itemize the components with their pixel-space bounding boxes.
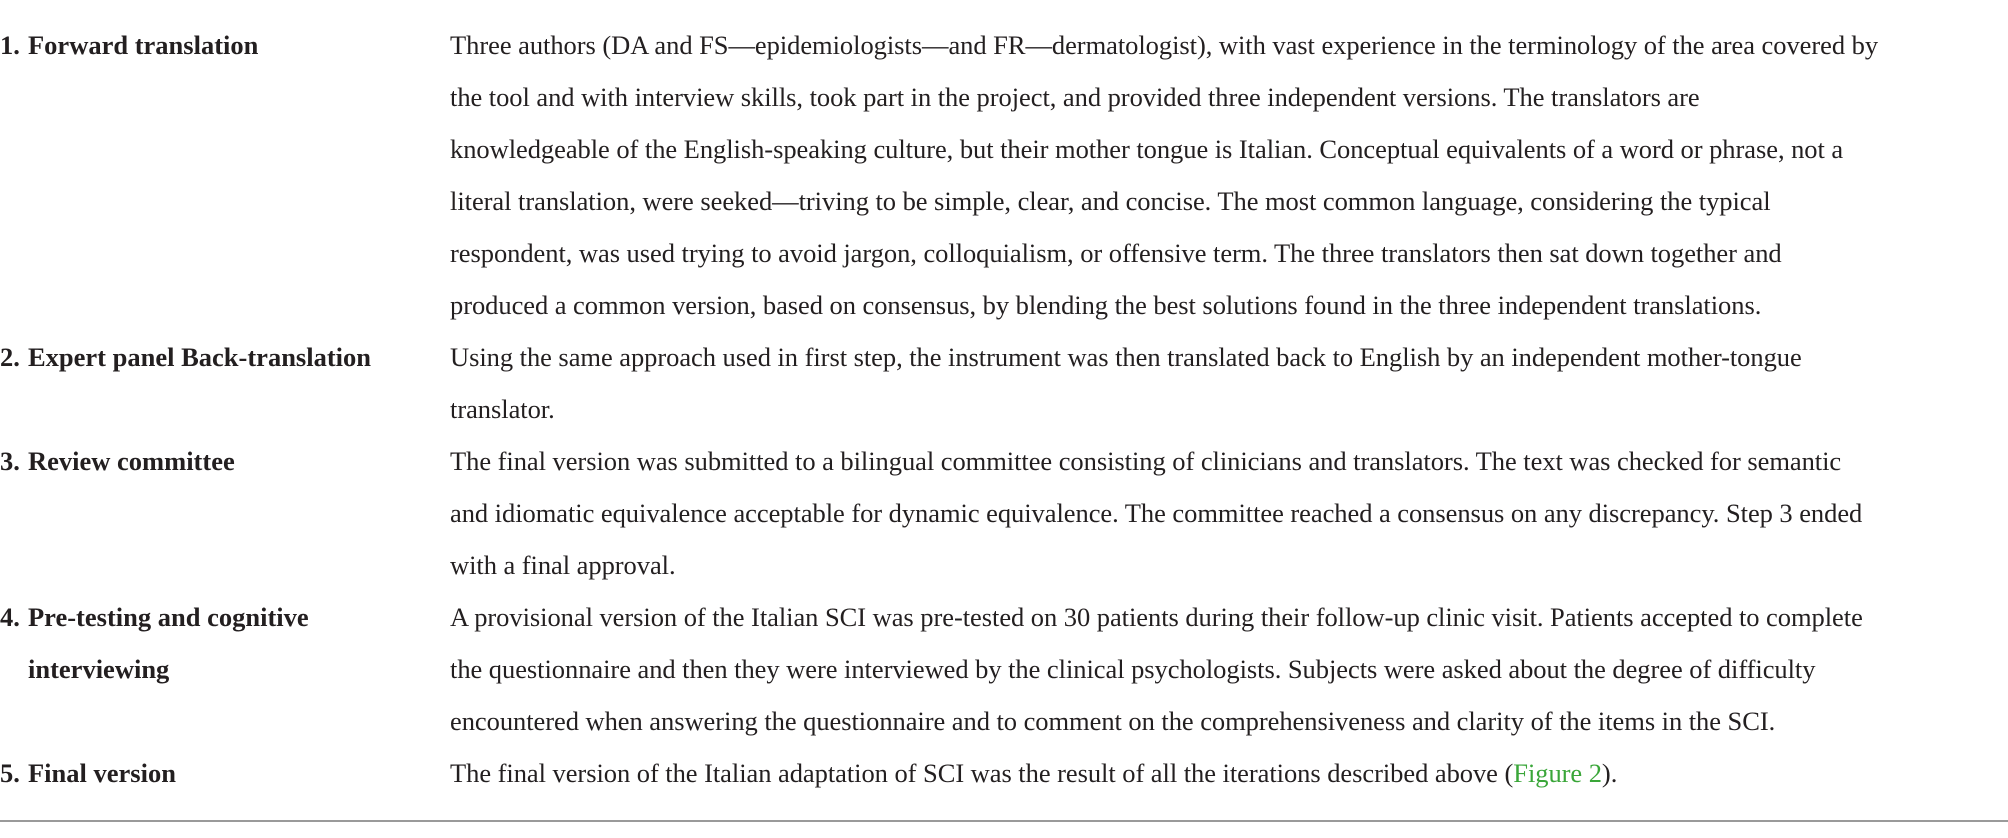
step-label: [0, 435, 450, 487]
table-row: [0, 435, 2008, 591]
step-label: [0, 331, 450, 383]
description-line: [450, 747, 2008, 799]
description-line: the questionnaire and then they were interviewed by the clinical psychologists. Subjects were asked about the degree of difficulty: [450, 654, 1816, 684]
figure-link[interactable]: Figure 2: [1513, 758, 1602, 788]
step-label: [0, 591, 450, 695]
description-line: literal translation, were seeked—triving to be simple, clear, and concise. The most common language, considering the typical: [450, 186, 1771, 216]
description-line: The final version was submitted to a bilingual committee consisting of clinicians and translators. The text was checked for semantic: [450, 446, 1842, 476]
step-number: 5.: [0, 758, 20, 788]
step-label: [0, 747, 450, 799]
step-description: [450, 747, 2008, 799]
description-line: Three authors (DA and FS—epidemiologists—and FR—dermatologist), with vast experience in the terminology of the area covered by: [450, 30, 1879, 60]
table-row: [0, 591, 2008, 747]
step-title: Pre-testing and cognitive interviewing: [28, 602, 309, 684]
table-row: [0, 19, 2008, 331]
table-row: [0, 331, 2008, 435]
step-number: 2.: [0, 342, 20, 372]
description-line: translator.: [450, 394, 555, 424]
step-title: Forward translation: [28, 30, 259, 60]
step-title: Review committee: [28, 446, 235, 476]
step-description: [450, 19, 2008, 331]
step-number: 4.: [0, 602, 20, 632]
step-title: Final version: [28, 758, 176, 788]
description-text: ).: [1601, 758, 1618, 788]
description-line: produced a common version, based on consensus, by blending the best solutions found in the three independent translations.: [450, 290, 1762, 320]
table-row: [0, 747, 2008, 799]
steps-table: [0, 19, 2008, 799]
description-line: with a final approval.: [450, 550, 676, 580]
step-title: Expert panel Back-translation: [28, 342, 372, 372]
description-line: knowledgeable of the English-speaking culture, but their mother tongue is Italian. Conceptual equivalents of a word or phrase, not a: [450, 134, 1844, 164]
description-line: respondent, was used trying to avoid jargon, colloquialism, or offensive term. The three translators then sat down together and: [450, 238, 1782, 268]
step-number: 3.: [0, 446, 20, 476]
description-line: and idiomatic equivalence acceptable for dynamic equivalence. The committee reached a consensus on any discrepancy. Step 3 ended: [450, 498, 1863, 528]
step-description: [450, 331, 2008, 435]
step-label: [0, 19, 450, 71]
description-line: encountered when answering the questionnaire and to comment on the comprehensiveness and clarity of the items in the SCI.: [450, 706, 1776, 736]
table-bottom-rule: [0, 820, 2008, 822]
step-description: [450, 591, 2008, 747]
step-description: [450, 435, 2008, 591]
description-line: Using the same approach used in first step, the instrument was then translated back to English by an independent mother-tongue: [450, 342, 1802, 372]
description-line: A provisional version of the Italian SCI was pre-tested on 30 patients during their follow-up clinic visit. Patients accepted to complete: [450, 602, 1863, 632]
description-line: the tool and with interview skills, took part in the project, and provided three independent versions. The translators are: [450, 82, 1700, 112]
step-number: 1.: [0, 30, 20, 60]
description-text: The final version of the Italian adaptation of SCI was the result of all the iterations described above (: [450, 758, 1514, 788]
